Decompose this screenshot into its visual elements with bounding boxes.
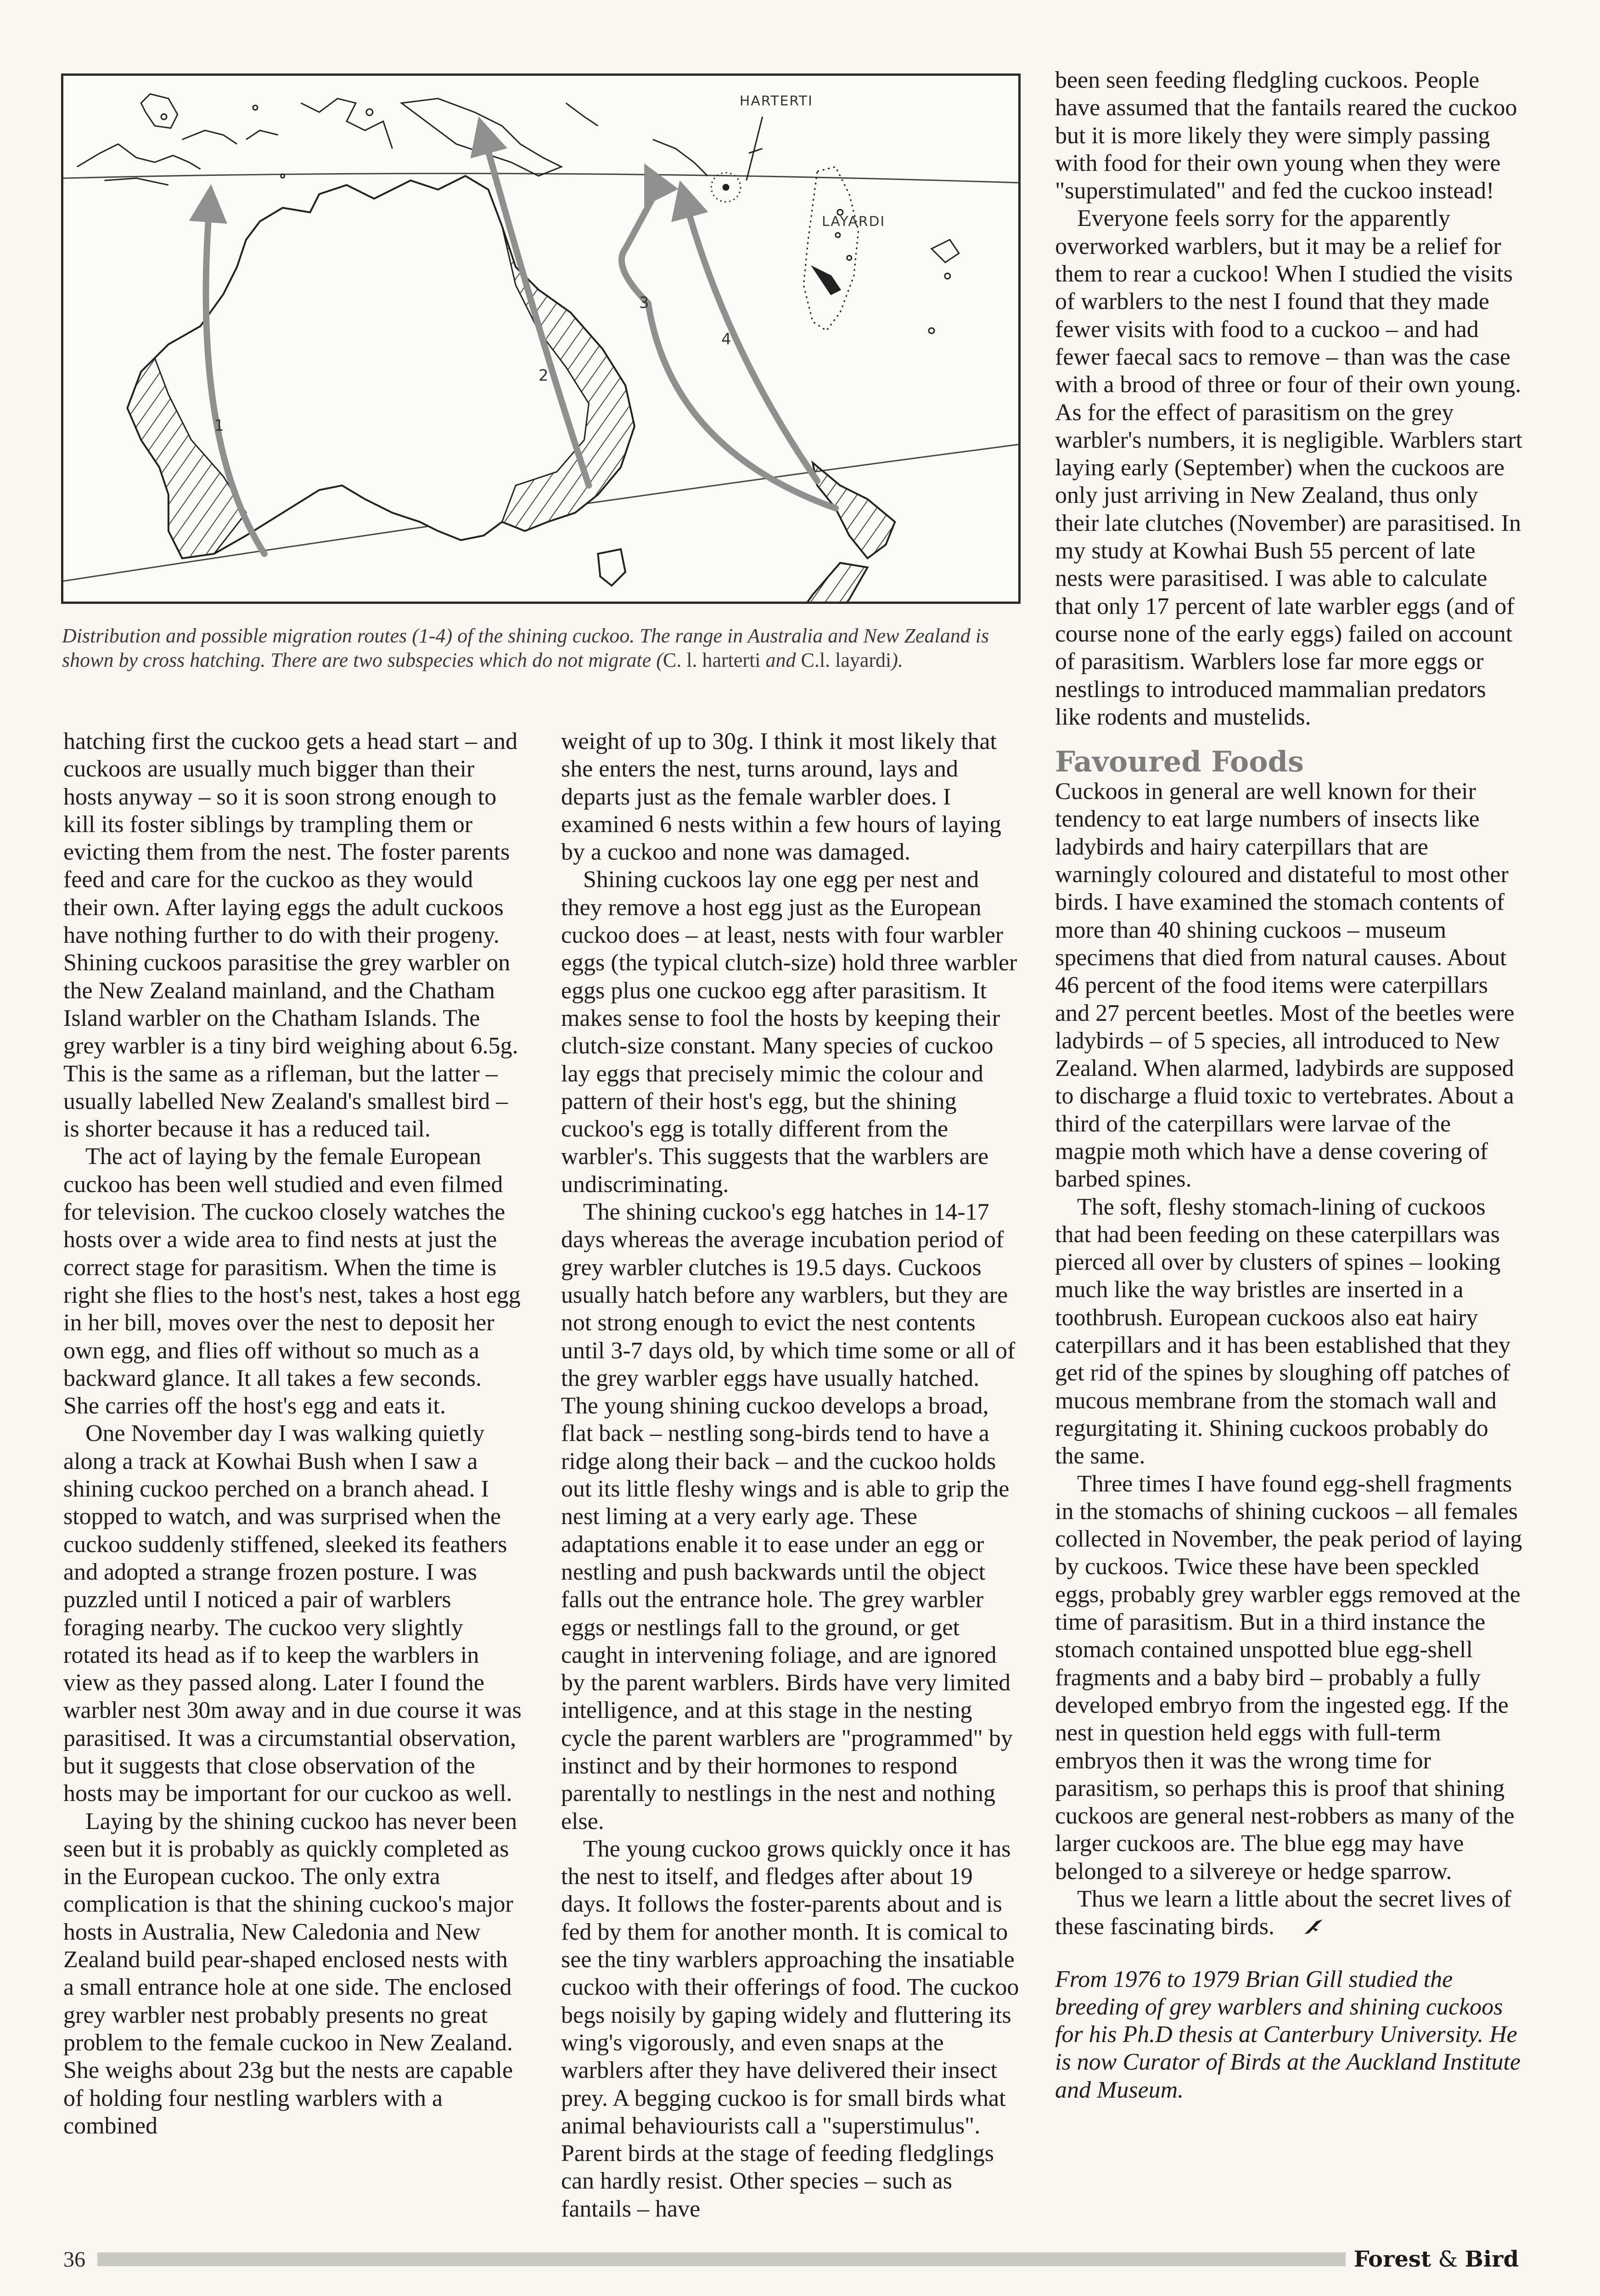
closing-paragraph: Thus we learn a little about the secret lives of these fascinating birds. [1055, 1885, 1523, 1943]
article-column-1 [63, 728, 522, 2140]
route-number-1: 1 [214, 416, 224, 435]
figure-caption [62, 624, 1022, 672]
bird-end-mark-icon [1280, 1915, 1325, 1942]
harterti-island [711, 173, 741, 202]
route-number-4: 4 [721, 330, 731, 348]
author-bio: From 1976 to 1979 Brian Gill studied the breeding of grey warblers and shining cuckoos for his Ph.D thesis at Canterbury University. He is now Curator of Birds at the Auckland Institute and Museum. [1055, 1966, 1521, 2103]
fiji-islands [929, 240, 959, 333]
label-layardi: LAYARDI [822, 214, 886, 230]
migration-map [61, 73, 1021, 604]
paragraph: been seen feeding fledgling cuckoos. People have assumed that the fantails reared the cuckoo but it is more likely they were simply passing with food for their own young when they were "superstimulated" and fed the cuckoo instead! [1055, 67, 1517, 204]
paragraph: Laying by the shining cuckoo has never been seen but it is probably as quickly completed as in the European cuckoo. The only extra complication is that the shining cuckoo's major hosts in Australia, New Caledonia and New Zealand build pear-shaped enclosed nests with a small entrance hole at one side. The enclosed grey warbler nest probably presents no great problem to the female cuckoo in New Zealand. She weighs about 23g but the nests are capable of holding four nestling warblers with a combined [63, 1808, 517, 2139]
paragraph: Everyone feels sorry for the apparently overworked warblers, but it may be a relief for them to rear a cuckoo! When I studied the visits of warblers to the nest I found that they made fewer visits with food to a cuckoo – and had fewer faecal sacs to remove – than was the case with a brood of three or four of their own young. As for the effect of parasitism on the grey warbler's numbers, it is negligible. Warblers start laying early (September) when the cuckoos are only just arriving in New Zealand, thus only their late clutches (November) are parasitised. In my study at Kowhai Bush 55 percent of late nests were parasitised. I was able to calculate that only 17 percent of late warbler eggs (and of course none of the early eggs) failed on account of parasitism. Warblers lose far more eggs or nestlings to introduced mammalian predators like rodents and mustelids. [1055, 205, 1522, 730]
paragraph: The young cuckoo grows quickly once it has the nest to itself, and fledges after about 19 days. It follows the foster-parents about and is fed by them for another month. It is comical to see the tiny warblers approaching the insatiable cuckoo with their offerings of food. The cuckoo begs noisily by gaping widely and fluttering its wing's vigorously, and even snaps at the warblers after they have delivered their insect prey. A begging cuckoo is for small birds what animal behaviourists call a "superstimulus". Parent birds at the stage of feeding fledglings can hardly resist. Other species – such as fantails – have [561, 1835, 1019, 2222]
paragraph: hatching first the cuckoo gets a head start – and cuckoos are usually much bigger than their hosts anyway – so it is soon strong enough to kill its foster siblings by trampling them or evicting them from the nest. The foster parents feed and care for the cuckoo as they would their own. After laying eggs the adult cuckoos have nothing further to do with their progeny. Shining cuckoos parasitise the grey warbler on the New Zealand mainland, and the Chatham Island warbler on the Chatham Islands. The grey warbler is a tiny bird weighing about 6.5g. This is the same as a rifleman, but the latter – usually labelled New Zealand's smallest bird – is shorter because it has a reduced tail. [63, 728, 518, 1142]
magazine-name: Forest & Bird [1353, 2246, 1519, 2272]
paragraph: Cuckoos in general are well known for their tendency to eat large numbers of insects like ladybirds and hairy caterpillars that are warningly coloured and distateful to most other birds. I have examined the stomach contents of more than 40 shining cuckoos – museum specimens that died from natural causes. About 46 percent of the food items were caterpillars and 27 percent beetles. Most of the beetles were ladybirds – of 5 species, all introduced to New Zealand. When alarmed, ladybirds are supposed to discharge a fluid toxic to vertebrates. About a third of the caterpillars were larvae of the magpie moth which have a dense covering of barbed spines. [1055, 778, 1515, 1193]
page-footer [63, 2245, 1519, 2273]
paragraph: The act of laying by the female European cuckoo has been well studied and even filmed for television. The cuckoo closely watches the hosts over a wide area to find nests at just the correct stage for parasitism. When the time is right she flies to the host's nest, takes a host egg in her bill, moves over the nest to deposit her own egg, and flies off without so much as a backward glance. It all takes a few seconds. She carries off the host's egg and eats it. [63, 1143, 521, 1419]
paragraph: The shining cuckoo's egg hatches in 14-17 days whereas the average incubation period of grey warbler clutches is 19.5 days. Cuckoos usually hatch before any warblers, but they are not strong enough to evict the nest contents until 3-7 days old, by which time some or all of the grey warbler eggs have usually hatched. The young shining cuckoo develops a broad, flat back – nestling song-birds tend to have a ridge along their back – and the cuckoo holds out its little fleshy wings and is able to grip the nest liming at a very early age. These adaptations enable it to ease under an egg or nestling and push backwards until the object falls out the entrance hole. The grey warbler eggs or nestlings fall to the ground, or get caught in intervening foliage, and are ignored by the parent warblers. Birds have very limited intelligence, and at this stage in the nesting cycle the parent warblers are "programmed" by instinct and by their hormones to respond parentally to nestlings in the nest and nothing else. [561, 1199, 1016, 1835]
caption-text: Distribution and possible migration routes (1-4) of the shining cuckoo. The range in Australia and New Zealand is shown by cross hatching. There are two subspecies which do not migrate (C. l. harterti and C.l. layardi). [62, 625, 989, 671]
paragraph: weight of up to 30g. I think it most likely that she enters the nest, turns around, lays and departs just as the female warbler does. I examined 6 nests within a few hours of laying by a cuckoo and none was damaged. [561, 728, 1001, 866]
paragraph: Three times I have found egg-shell fragments in the stomachs of shining cuckoos – all females collected in November, the peak period of laying by cuckoos. Twice these have been speckled eggs, probably grey warbler eggs removed at the time of parasitism. But in a third instance the stomach contained unspotted blue egg-shell fragments and a baby bird – probably a fully developed embryo from the ingested egg. If the nest in question held eggs with full-term embryos then it was the wrong time for parasitism, so perhaps this is proof that shining cuckoos are general nest-robbers as many of the larger cuckoos are. The blue egg may have belonged to a silvereye or hedge sparrow. [1055, 1470, 1522, 1885]
tasmania-outline [598, 549, 625, 585]
article-column-3 [1055, 67, 1523, 2104]
paragraph: The soft, fleshy stomach-lining of cuckoos that had been feeding on these caterpillars was pierced all over by clusters of spines – looking much like the way bristles are inserted in a toothbrush. European cuckoos also eat hairy caterpillars and it has been established that they get rid of the spines by sloughing off patches of mucous membrane from the stomach wall and regurgitating it. Shining cuckoos probably do the same. [1055, 1193, 1510, 1469]
paragraph: One November day I was walking quietly along a track at Kowhai Bush when I saw a shining cuckoo perched on a branch ahead. I stopped to watch, and was surprised when the cuckoo suddenly stiffened, sleeked its feathers and adopted a strange frozen posture. I was puzzled until I noticed a pair of warblers foraging nearby. The cuckoo very slightly rotated its head as if to keep the warblers in view as they passed along. Later I found the warbler nest 30m away and in due course it was parasitised. It was a circumstantial observation, but it suggests that close observation of the hosts may be important for our cuckoo as well. [63, 1420, 522, 1807]
map-svg [63, 76, 1018, 602]
paragraph: Shining cuckoos lay one egg per nest and they remove a host egg just as the European cuckoo does – at least, nests with four warbler eggs (the typical clutch-size) hold three warbler eggs plus one cuckoo egg after parasitism. It makes sense to fool the hosts by keeping their clutch-size constant. Many species of cuckoo lay eggs that precisely mimic the colour and pattern of their host's egg, but the shining cuckoo's egg is totally different from the warbler's. This suggests that the warblers are undiscriminating. [561, 867, 1017, 1198]
route-number-2: 2 [539, 366, 549, 385]
article-column-2 [561, 728, 1020, 2223]
page-number: 36 [63, 2247, 85, 2272]
section-heading: Favoured Foods [1055, 745, 1304, 779]
nz-north-island [813, 463, 895, 558]
footer-rule [97, 2252, 1346, 2266]
nz-south-island [776, 563, 868, 602]
label-harterti: HARTERTI [739, 93, 813, 109]
northern-islands [77, 94, 763, 185]
route-4 [685, 199, 817, 481]
harterti-leader [747, 117, 763, 180]
route-number-3: 3 [639, 293, 649, 312]
layardi-islands [803, 167, 858, 331]
